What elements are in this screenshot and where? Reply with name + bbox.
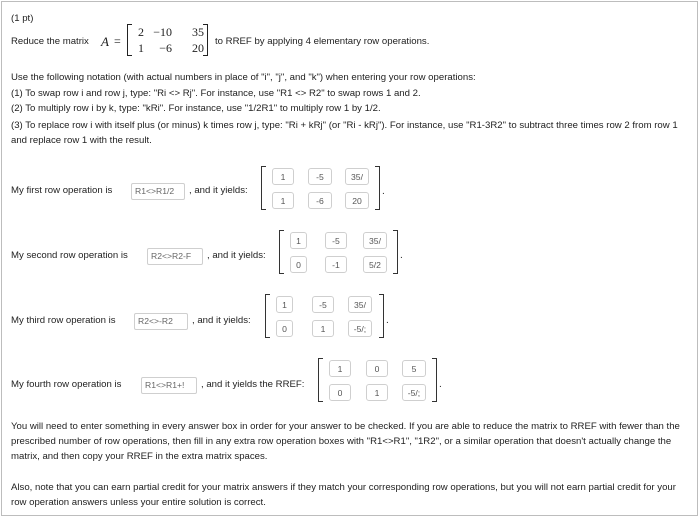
step1-operation-input[interactable]: R1<>R1/2: [131, 183, 185, 200]
step2-cell-r2c2[interactable]: -1: [325, 256, 347, 273]
prompt-matrix-a23: 20: [192, 41, 204, 55]
points-label: (1 pt): [11, 13, 34, 24]
step4-period: .: [439, 379, 442, 390]
note-fill-all-boxes: You will need to enter something in every answer box in order for your answer to be checked. If you are able to reduce the matrix to RREF with fewer than the prescribed number of row operations, then fill in any extra row operation boxes with "R1<>R1", "1R2", or a similar operation that doesn't actually change the matrix, and then copy your RREF in the extra matrix spaces.: [11, 421, 680, 462]
step3-matrix-right-bracket: [379, 294, 384, 338]
note-partial-credit: Also, note that you can earn partial credit for your matrix answers if they match your corresponding row operations, but you will not earn partial credit for your row operation answers unless your entire solution is correct.: [11, 482, 676, 508]
prompt-matrix-right-bracket: [203, 24, 208, 56]
step1-cell-r2c1[interactable]: 1: [272, 192, 294, 209]
step1-cell-r2c3[interactable]: 20: [345, 192, 369, 209]
step3-label: My third row operation is: [11, 315, 116, 326]
step3-cell-r2c2[interactable]: 1: [312, 320, 334, 337]
step4-cell-r2c2[interactable]: 1: [366, 384, 388, 401]
step1-cell-r1c2[interactable]: -5: [308, 168, 332, 185]
step3-cell-r2c1[interactable]: 0: [276, 320, 293, 337]
step4-operation-input[interactable]: R1<>R1+!: [141, 377, 197, 394]
equals-sign: =: [114, 34, 121, 48]
step4-yields: , and it yields the RREF:: [201, 379, 305, 390]
step3-period: .: [386, 315, 389, 326]
step2-cell-r1c1[interactable]: 1: [290, 232, 307, 249]
step4-cell-r1c3[interactable]: 5: [402, 360, 426, 377]
step3-matrix-left-bracket: [265, 294, 270, 338]
step4-cell-r1c2[interactable]: 0: [366, 360, 388, 377]
matrix-variable: A: [101, 34, 109, 49]
step3-cell-r1c1[interactable]: 1: [276, 296, 293, 313]
step4-cell-r2c1[interactable]: 0: [329, 384, 351, 401]
step1-cell-r2c2[interactable]: -6: [308, 192, 332, 209]
step2-matrix-right-bracket: [393, 230, 398, 274]
step1-yields: , and it yields:: [189, 185, 248, 196]
step2-matrix-left-bracket: [279, 230, 284, 274]
step4-matrix-right-bracket: [432, 358, 437, 402]
step2-cell-r1c3[interactable]: 35/: [363, 232, 387, 249]
instructions-intro: Use the following notation (with actual numbers in place of "i", "j", and "k") when entering your row operations:: [11, 72, 476, 83]
prompt-matrix-a11: 2: [138, 25, 144, 39]
step1-label: My first row operation is: [11, 185, 113, 196]
step1-period: .: [382, 186, 385, 197]
prompt-matrix-a13: 35: [192, 25, 204, 39]
step1-matrix-right-bracket: [375, 166, 380, 210]
step1-cell-r1c1[interactable]: 1: [272, 168, 294, 185]
prompt-matrix-a12: −10: [153, 25, 172, 39]
step2-operation-input[interactable]: R2<>R2-F: [147, 248, 203, 265]
step4-cell-r2c3[interactable]: -5/;: [402, 384, 426, 401]
step3-yields: , and it yields:: [192, 315, 251, 326]
step1-matrix-left-bracket: [261, 166, 266, 210]
step4-cell-r1c1[interactable]: 1: [329, 360, 351, 377]
step1-cell-r1c3[interactable]: 35/: [345, 168, 369, 185]
step3-cell-r1c2[interactable]: -5: [312, 296, 334, 313]
step2-label: My second row operation is: [11, 250, 128, 261]
step2-cell-r2c3[interactable]: 5/2: [363, 256, 387, 273]
instruction-replace: (3) To replace row i with itself plus (or minus) k times row j, type: "Ri + kRj" (or "Ri - kRj"). For instance, use "R1-3R2" to subtract three times row 2 from row 1 and replace row 1 with the result.: [11, 120, 678, 146]
step2-yields: , and it yields:: [207, 250, 266, 261]
prompt-matrix-a22: −6: [159, 41, 172, 55]
step3-cell-r2c3[interactable]: -5/;: [348, 320, 372, 337]
prompt-pre: Reduce the matrix: [11, 36, 89, 47]
prompt-post: to RREF by applying 4 elementary row operations.: [215, 36, 430, 47]
step3-operation-input[interactable]: R2<>-R2: [134, 313, 188, 330]
step4-label: My fourth row operation is: [11, 379, 122, 390]
prompt-matrix-a21: 1: [138, 41, 144, 55]
step2-period: .: [400, 250, 403, 261]
step3-cell-r1c3[interactable]: 35/: [348, 296, 372, 313]
instruction-multiply: (2) To multiply row i by k, type: "kRi". For instance, use "1/2R1" to multiply row 1 by 1/2.: [11, 103, 381, 114]
step2-cell-r2c1[interactable]: 0: [290, 256, 307, 273]
instruction-swap: (1) To swap row i and row j, type: "Ri <> Rj". For instance, use "R1 <> R2" to swap rows 1 and 2.: [11, 88, 421, 99]
step4-matrix-left-bracket: [318, 358, 323, 402]
step2-cell-r1c2[interactable]: -5: [325, 232, 347, 249]
